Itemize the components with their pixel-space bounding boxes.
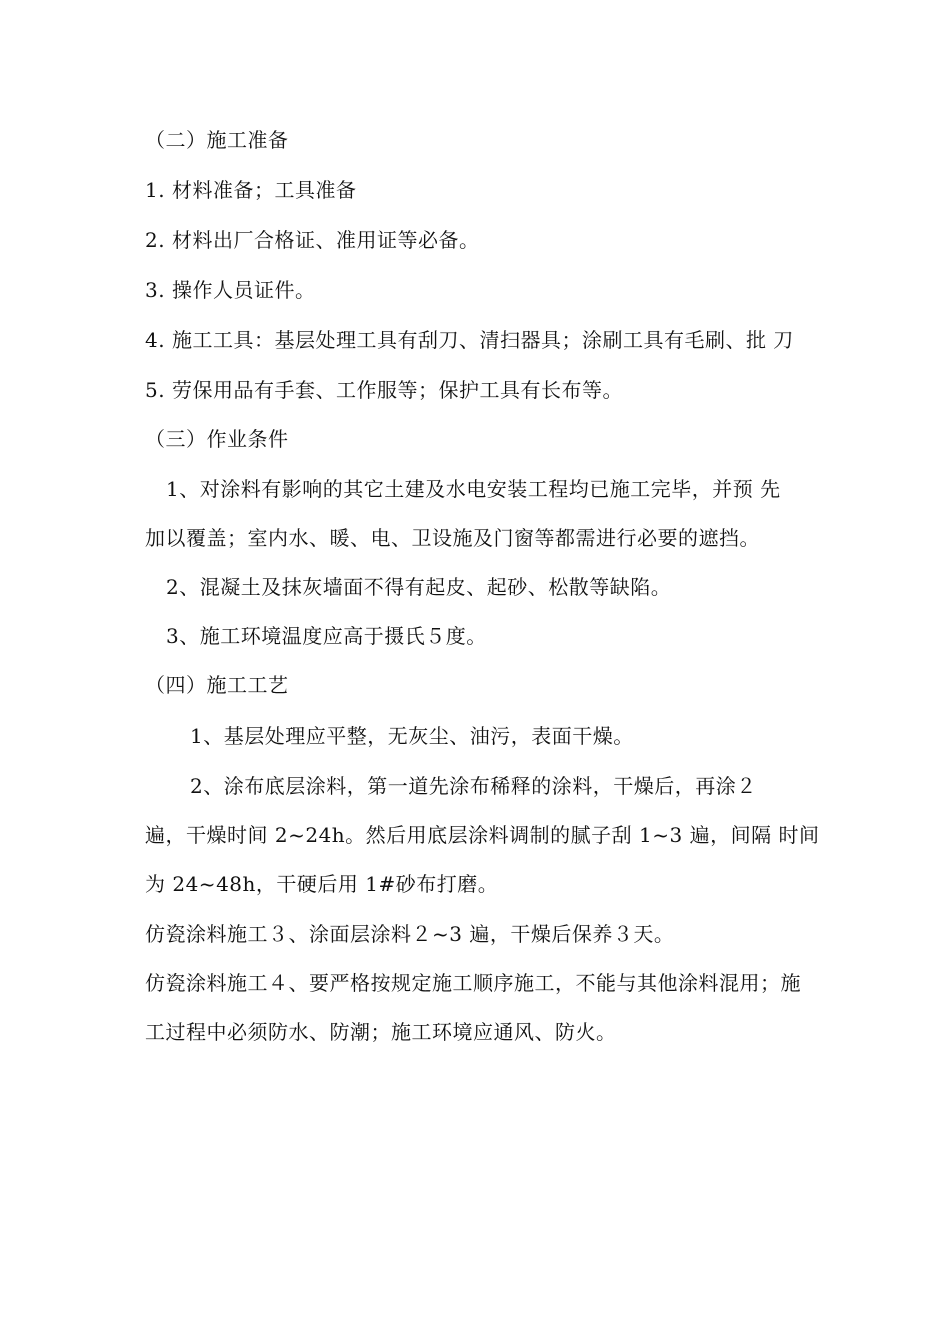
list-item-certificates: 2. 材料出厂合格证、准用证等必备。 xyxy=(145,228,480,252)
list-item-tools: 4. 施工工具：基层处理工具有刮刀、清扫器具；涂刷工具有毛刷、批 刀 xyxy=(145,328,794,352)
condition-2: 2、混凝土及抹灰墙面不得有起皮、起砂、松散等缺陷。 xyxy=(166,575,672,599)
process-step-4-line-2: 工过程中必须防水、防潮；施工环境应通风、防火。 xyxy=(145,1020,617,1044)
process-step-2-line-3: 为 24~48h，干硬后用 1#砂布打磨。 xyxy=(145,872,499,896)
list-item-materials: 1. 材料准备；工具准备 xyxy=(145,178,357,202)
process-step-2-line-1: 2、涂布底层涂料，第一道先涂布稀释的涂料，干燥后，再涂２ xyxy=(190,774,757,798)
section-heading-preparation: （二）施工准备 xyxy=(145,128,289,152)
process-step-1: 1、基层处理应平整，无灰尘、油污，表面干燥。 xyxy=(190,724,634,748)
condition-3: 3、施工环境温度应高于摄氏５度。 xyxy=(166,624,487,648)
list-item-operator-certs: 3. 操作人员证件。 xyxy=(145,278,316,302)
condition-1-line-1: 1、对涂料有影响的其它土建及水电安装工程均已施工完毕，并预 先 xyxy=(166,477,781,501)
section-heading-process: （四）施工工艺 xyxy=(145,673,289,697)
section-heading-conditions: （三）作业条件 xyxy=(145,427,289,451)
condition-1-line-2: 加以覆盖；室内水、暖、电、卫设施及门窗等都需进行必要的遮挡。 xyxy=(145,526,760,550)
process-step-2-line-2: 遍，干燥时间 2~24h。然后用底层涂料调制的腻子刮 1~3 遍，间隔 时间 xyxy=(145,823,820,847)
list-item-protective-gear: 5. 劳保用品有手套、工作服等；保护工具有长布等。 xyxy=(145,378,623,402)
process-step-3: 仿瓷涂料施工３、涂面层涂料２~3 遍，干燥后保养３天。 xyxy=(145,922,675,946)
process-step-4-line-1: 仿瓷涂料施工４、要严格按规定施工顺序施工，不能与其他涂料混用；施 xyxy=(145,971,801,995)
